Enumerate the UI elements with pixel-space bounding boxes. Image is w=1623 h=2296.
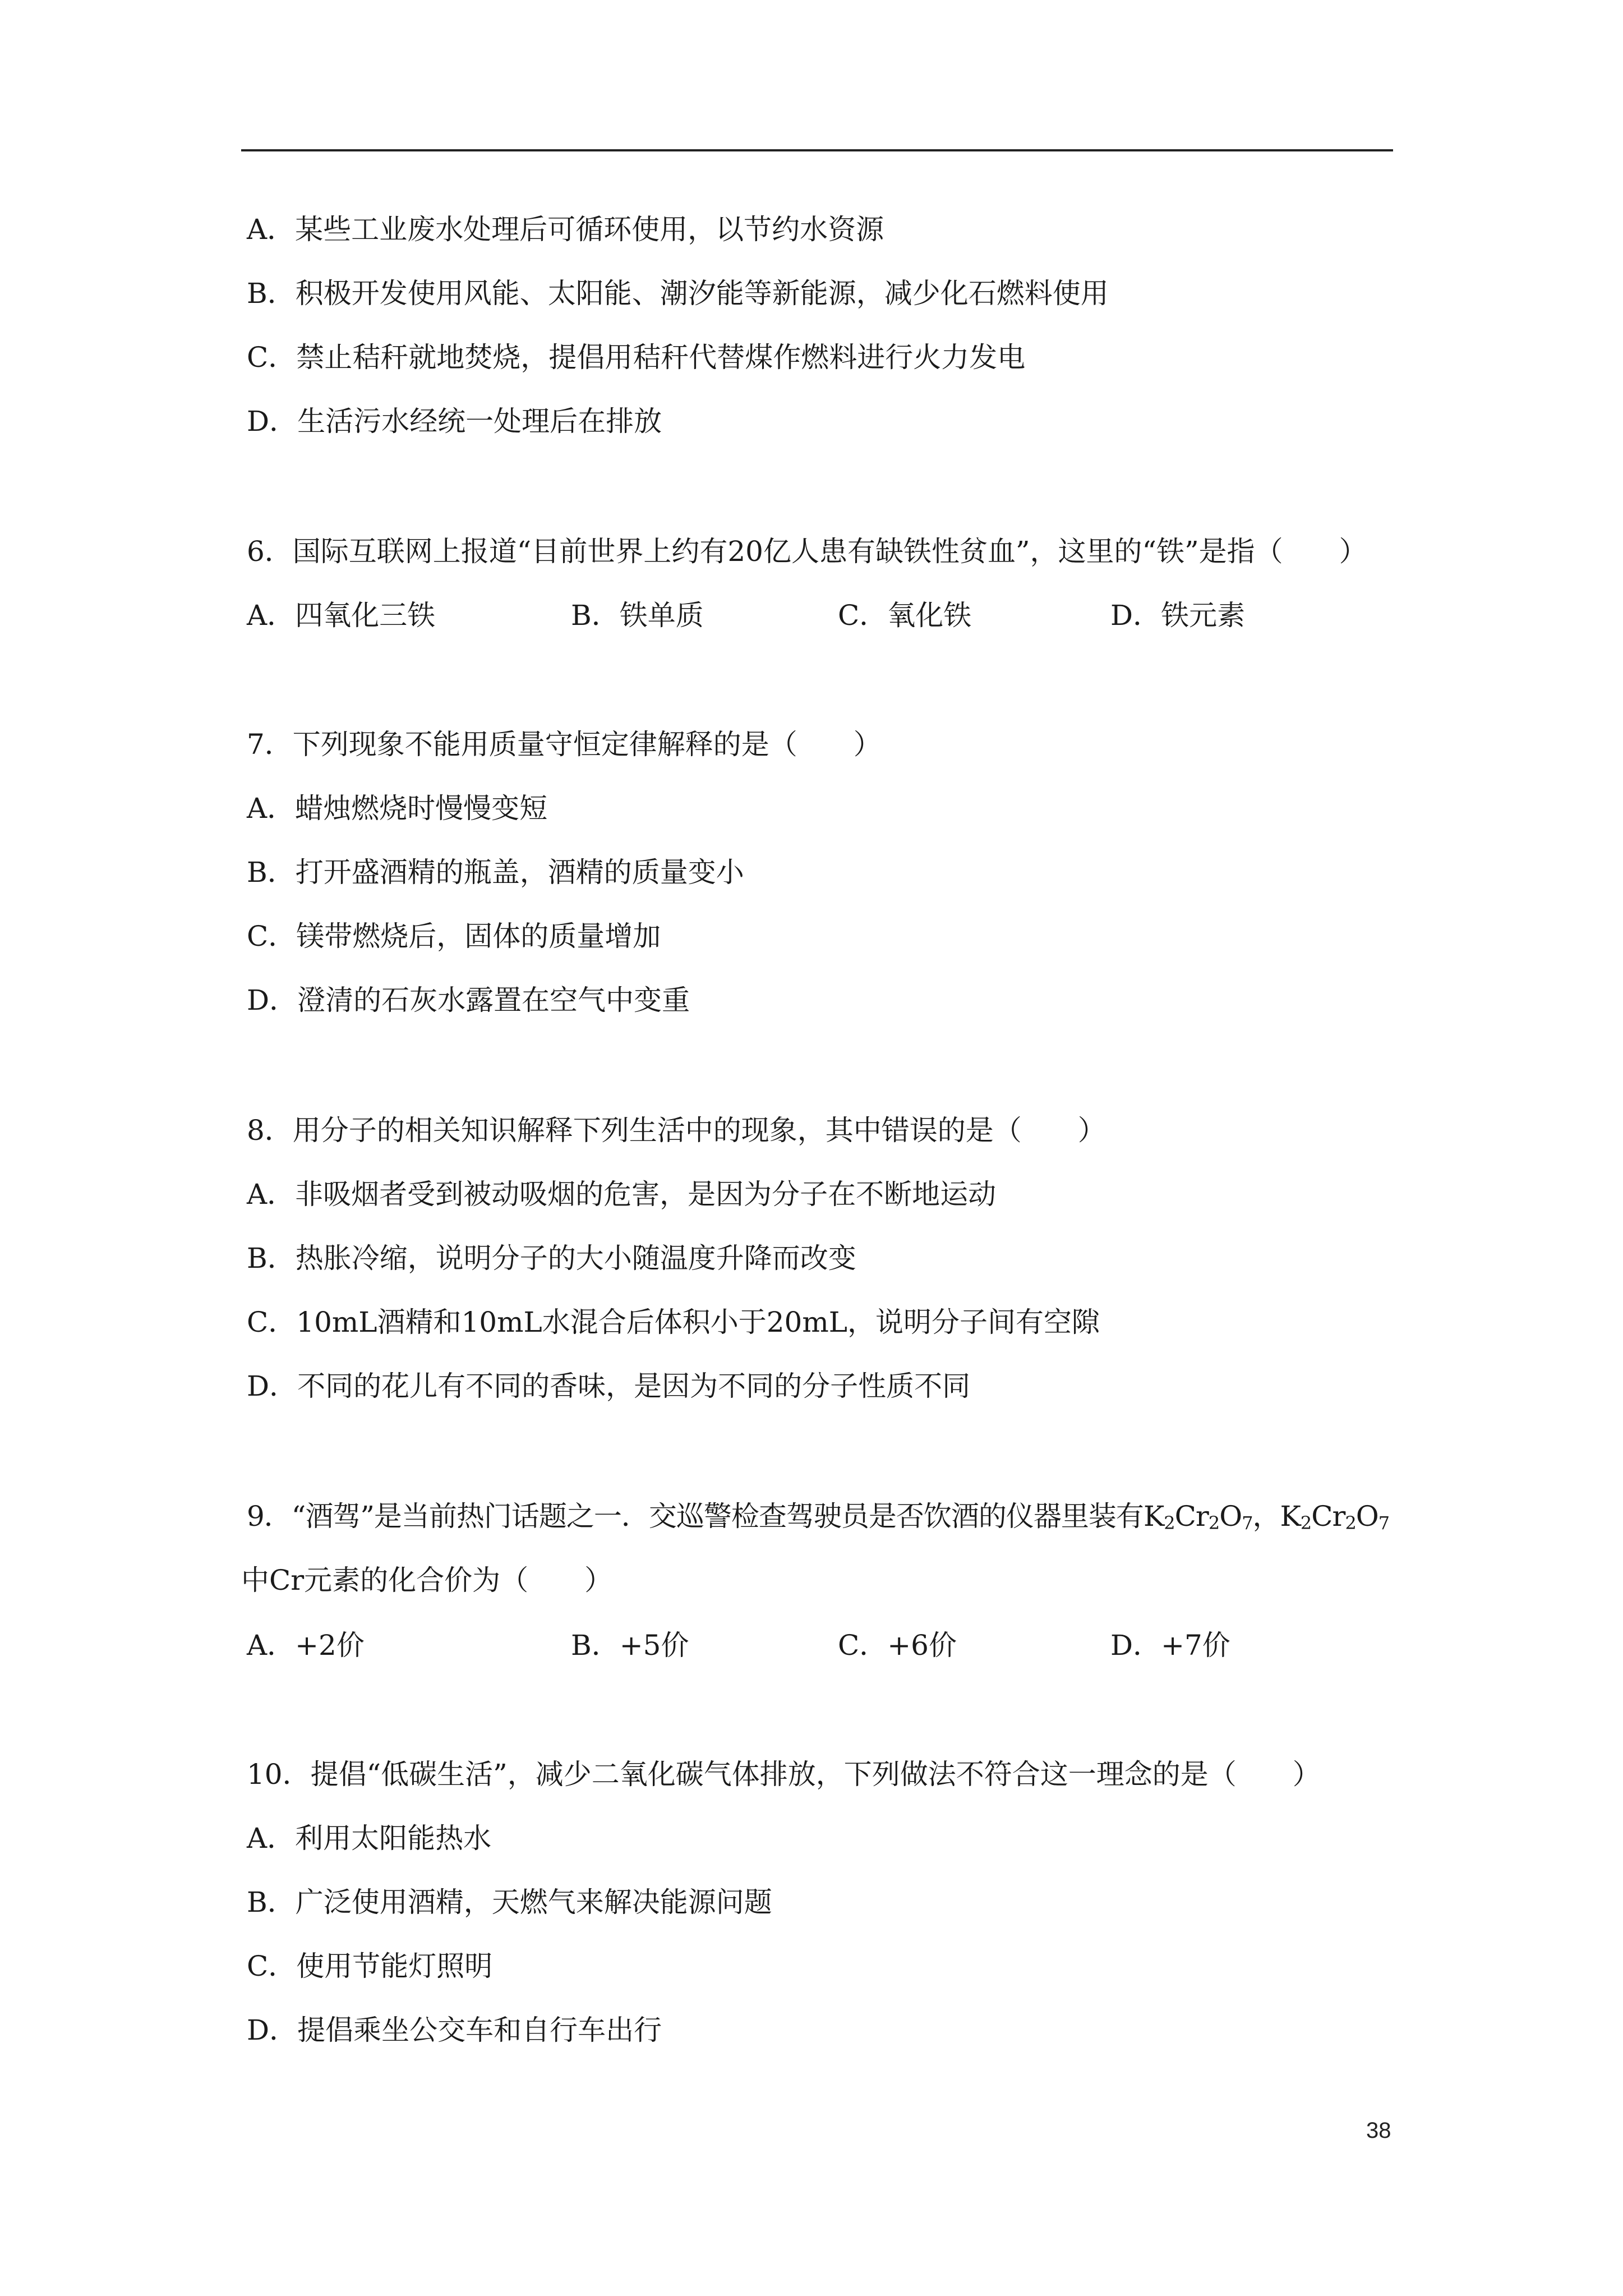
q7-option-a: A．蜡烛燃烧时慢慢变短 bbox=[247, 792, 548, 825]
q9-stem-line2: 中Cr元素的化合价为（ ） bbox=[241, 1564, 613, 1596]
q5-option-b: B．积极开发使用风能、太阳能、潮汐能等新能源，减少化石燃料使用 bbox=[247, 277, 1109, 310]
q8-option-d: D．不同的花儿有不同的香味，是因为不同的分子性质不同 bbox=[247, 1370, 971, 1402]
q10-stem: 10．提倡“低碳生活”，减少二氧化碳气体排放，下列做法不符合这一理念的是（ ） bbox=[247, 1758, 1321, 1791]
q8-stem: 8．用分子的相关知识解释下列生活中的现象，其中错误的是（ ） bbox=[247, 1114, 1106, 1147]
header-rule bbox=[241, 149, 1393, 151]
q7-option-b: B．打开盛酒精的瓶盖，酒精的质量变小 bbox=[247, 856, 744, 889]
q6-option-a: A．四氧化三铁 bbox=[247, 599, 436, 632]
q10-option-a: A．利用太阳能热水 bbox=[247, 1822, 492, 1855]
q6-stem: 6．国际互联网上报道“目前世界上约有20亿人患有缺铁性贫血”，这里的“铁”是指（ ） bbox=[247, 535, 1367, 568]
q9-formula-2: $K_2Cr_2O_7$ bbox=[1280, 1500, 1390, 1534]
q7-option-d: D．澄清的石灰水露置在空气中变重 bbox=[247, 984, 690, 1016]
q9-option-a: A．+2价 bbox=[247, 1629, 365, 1662]
q9-option-c: C．+6价 bbox=[838, 1629, 957, 1662]
q9-option-b: B．+5价 bbox=[571, 1629, 689, 1662]
q8-option-a: A．非吸烟者受到被动吸烟的危害，是因为分子在不断地运动 bbox=[247, 1178, 997, 1211]
q7-stem: 7．下列现象不能用质量守恒定律解释的是（ ） bbox=[247, 728, 882, 761]
q7-option-c: C．镁带燃烧后，固体的质量增加 bbox=[247, 920, 661, 953]
q5-option-a: A．某些工业废水处理后可循环使用，以节约水资源 bbox=[247, 213, 884, 246]
q6-option-b: B．铁单质 bbox=[571, 599, 704, 632]
q9-stem-text: 9．“酒驾”是当前热门话题之一．交巡警检查驾驶员是否饮酒的仪器里装有 bbox=[247, 1500, 1144, 1533]
q9-stem-line1: 9．“酒驾”是当前热门话题之一．交巡警检查驾驶员是否饮酒的仪器里装有$K_2Cr_2O_7$，$K_2Cr_2O_7$ bbox=[247, 1500, 1390, 1534]
q8-option-c: C．10mL酒精和10mL水混合后体积小于20mL，说明分子间有空隙 bbox=[247, 1306, 1100, 1338]
page-number: 38 bbox=[1366, 2118, 1391, 2143]
q8-option-b: B．热胀冷缩，说明分子的大小随温度升降而改变 bbox=[247, 1242, 856, 1274]
q5-option-c: C．禁止秸秆就地焚烧，提倡用秸秆代替煤作燃料进行火力发电 bbox=[247, 341, 1026, 374]
q9-option-d: D．+7价 bbox=[1110, 1629, 1230, 1662]
q6-option-d: D．铁元素 bbox=[1110, 599, 1246, 632]
q10-option-d: D．提倡乘坐公交车和自行车出行 bbox=[247, 2014, 662, 2046]
q10-option-c: C．使用节能灯照明 bbox=[247, 1950, 493, 1982]
q10-option-b: B．广泛使用酒精，天燃气来解决能源问题 bbox=[247, 1886, 772, 1918]
q5-option-d: D．生活污水经统一处理后在排放 bbox=[247, 405, 662, 438]
q6-option-c: C．氧化铁 bbox=[838, 599, 972, 632]
q9-formula-1: $K_2Cr_2O_7$ bbox=[1143, 1500, 1253, 1534]
